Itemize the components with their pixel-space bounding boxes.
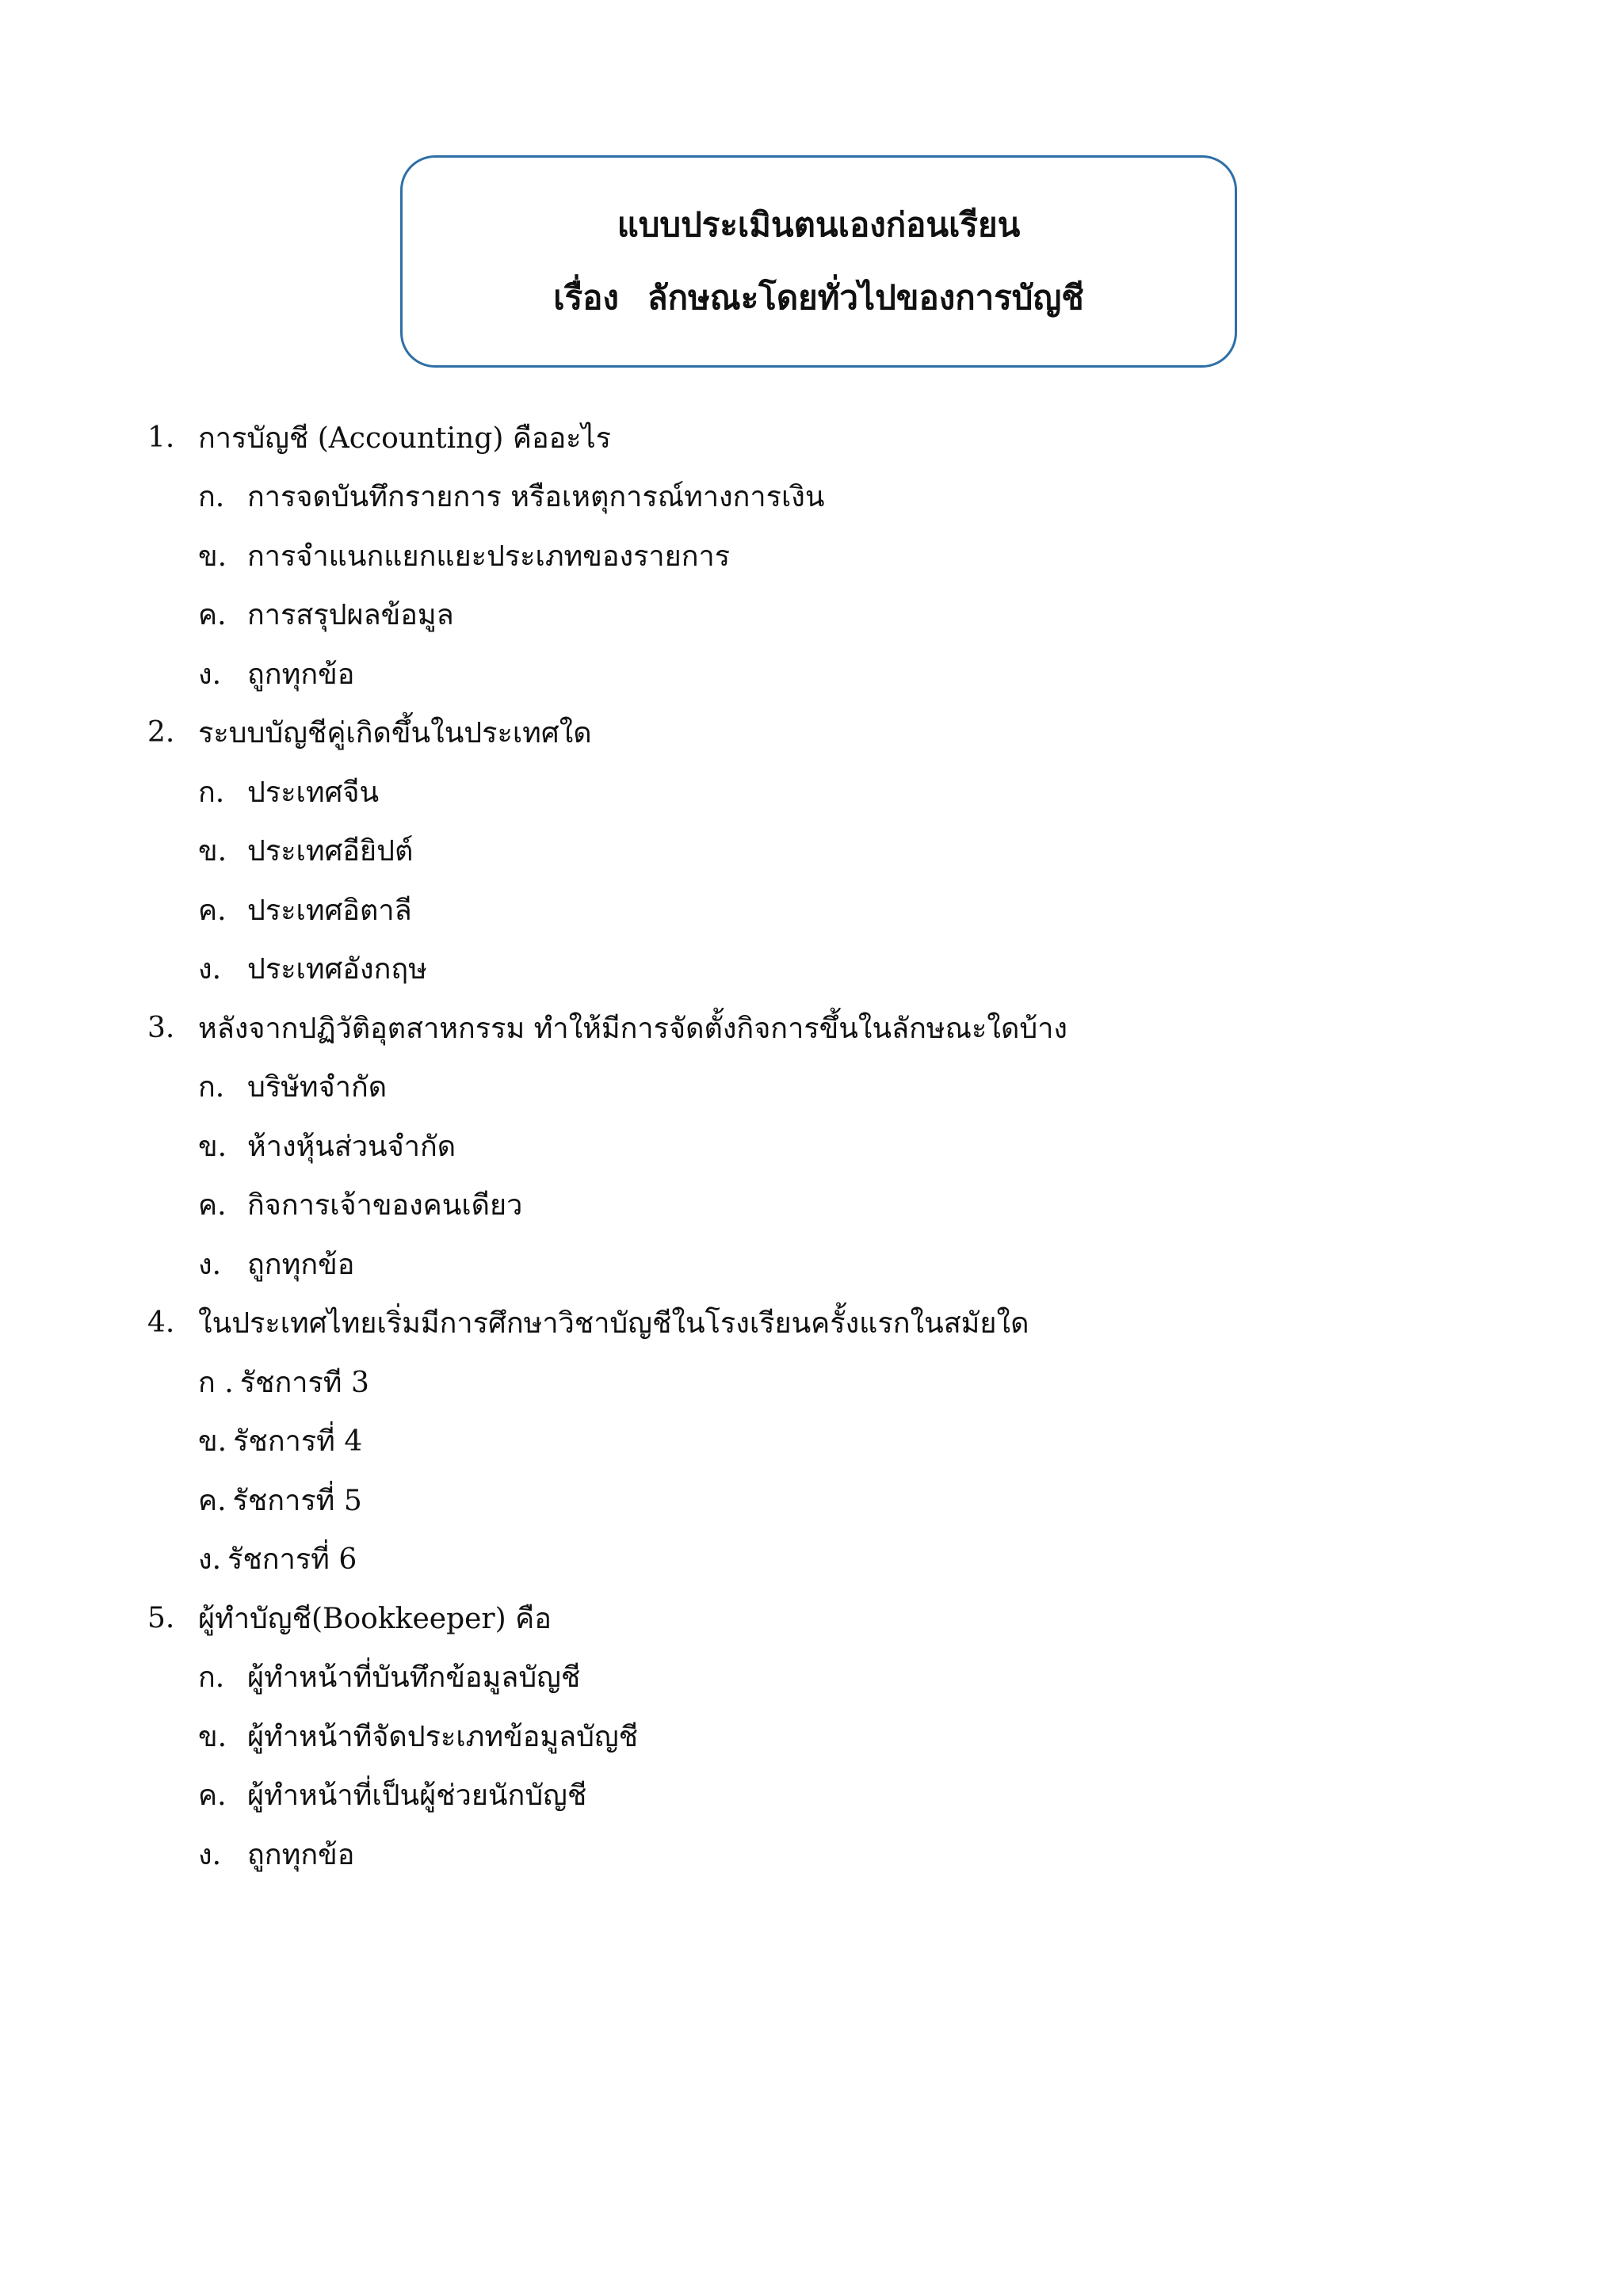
option-letter: ค.: [198, 1484, 227, 1517]
question-2-option-c: [147, 880, 1558, 940]
option-text: การจดบันทึกรายการ หรือเหตุการณ์ทางการเงิน: [247, 481, 825, 514]
question-5-option-c: [147, 1766, 1558, 1825]
option-text: ผู้ทำหน้าทีจัดประเภทข้อมูลบัญชี: [247, 1720, 639, 1753]
question-1-option-b: [147, 526, 1558, 585]
question-number: 3.: [147, 1011, 175, 1044]
question-2: [147, 704, 1558, 763]
subject-label: เรื่อง: [553, 278, 619, 317]
option-letter: ข.: [198, 540, 227, 573]
question-4: [147, 1294, 1558, 1353]
option-letter: ข.: [198, 1130, 227, 1163]
option-letter: ค.: [198, 894, 227, 927]
question-4-option-a: [147, 1352, 1558, 1412]
question-2-option-a: [147, 762, 1558, 822]
question-1-option-d: [147, 644, 1558, 704]
option-text: ประเทศอังกฤษ: [247, 953, 427, 986]
question-2-option-d: [147, 940, 1558, 999]
question-number: 1.: [147, 421, 175, 454]
option-letter: ก.: [198, 776, 225, 809]
option-text: ห้างหุ้นส่วนจำกัด: [247, 1130, 456, 1163]
option-text: กิจการเจ้าของคนเดียว: [247, 1189, 523, 1222]
question-1-option-c: [147, 585, 1558, 645]
option-text: ผู้ทำหน้าที่เป็นผู้ช่วยนักบัญชี: [247, 1779, 587, 1813]
option-text: ถูกทุกข้อ: [247, 1838, 355, 1871]
question-5-option-d: [147, 1825, 1558, 1884]
option-letter: ง.: [198, 1543, 222, 1577]
question-text: ในประเทศไทยเริ่มมีการศึกษาวิชาบัญชีในโรงเรียนครั้งแรกในสมัยใด: [198, 1307, 1029, 1341]
title-box: [400, 155, 1237, 368]
question-2-option-b: [147, 822, 1558, 881]
option-text: ประเทศอิตาลี: [247, 894, 412, 927]
question-1-option-a: [147, 467, 1558, 527]
question-number: 2.: [147, 716, 175, 749]
option-text: ประเทศจีน: [247, 776, 380, 809]
page-title: แบบประเมินตนเองก่อนเรียน: [617, 205, 1021, 244]
question-5: [147, 1589, 1558, 1648]
question-3-option-a: [147, 1058, 1558, 1117]
option-text: ถูกทุกข้อ: [247, 1248, 355, 1281]
question-text: ระบบบัญชีคู่เกิดขึ้นในประเทศใด: [198, 717, 592, 750]
question-4-option-b: [147, 1412, 1558, 1471]
option-letter: ค.: [198, 1779, 227, 1813]
question-number: 5.: [147, 1601, 175, 1634]
option-letter: ค.: [198, 599, 227, 632]
option-text: ผู้ทำหน้าที่บันทึกข้อมูลบัญชี: [247, 1661, 581, 1695]
option-letter: ง.: [198, 1838, 222, 1871]
option-letter: ข.: [198, 1425, 227, 1459]
option-text: รัชการที 3: [239, 1366, 369, 1399]
question-4-option-d: [147, 1530, 1558, 1589]
question-4-option-c: [147, 1470, 1558, 1530]
option-text: บริษัทจำกัด: [247, 1071, 388, 1104]
question-5-option-b: [147, 1707, 1558, 1766]
question-3-option-d: [147, 1234, 1558, 1294]
option-text: ประเทศอียิปต์: [247, 835, 414, 868]
option-text: ถูกทุกข้อ: [247, 658, 355, 691]
quiz-list: [147, 408, 1558, 1884]
page-subtitle: [553, 267, 1084, 329]
option-letter: ข.: [198, 835, 227, 868]
question-text: หลังจากปฏิวัติอุตสาหกรรม ทำให้มีการจัดตั้งกิจการขึ้นในลักษณะใดบ้าง: [198, 1012, 1067, 1045]
question-number: 4.: [147, 1306, 175, 1340]
option-letter: ก.: [198, 1661, 225, 1695]
option-letter: ก.: [198, 481, 225, 514]
option-letter: ง.: [198, 1248, 222, 1281]
option-text: รัชการที่ 6: [227, 1543, 357, 1577]
option-letter: ค.: [198, 1189, 227, 1222]
option-letter: ข.: [198, 1720, 227, 1753]
option-text: รัชการที่ 5: [232, 1484, 362, 1517]
subject-text: ลักษณะโดยทั่วไปของการบัญชี: [647, 278, 1084, 317]
question-3-option-c: [147, 1176, 1558, 1235]
question-3: [147, 998, 1558, 1058]
option-letter: ง.: [198, 658, 222, 691]
option-letter: ก.: [198, 1071, 225, 1104]
option-text: รัชการที่ 4: [233, 1425, 363, 1459]
option-letter: ง.: [198, 953, 222, 986]
option-text: การสรุปผลข้อมูล: [247, 599, 454, 632]
question-text: ผู้ทำบัญชี(Bookkeeper) คือ: [198, 1602, 552, 1635]
question-3-option-b: [147, 1116, 1558, 1176]
question-1: [147, 408, 1558, 467]
question-5-option-a: [147, 1648, 1558, 1707]
option-text: การจำแนกแยกแยะประเภทของรายการ: [247, 540, 731, 573]
question-text: การบัญชี (Accounting) คืออะไร: [198, 421, 611, 455]
option-letter: ก .: [198, 1366, 234, 1399]
